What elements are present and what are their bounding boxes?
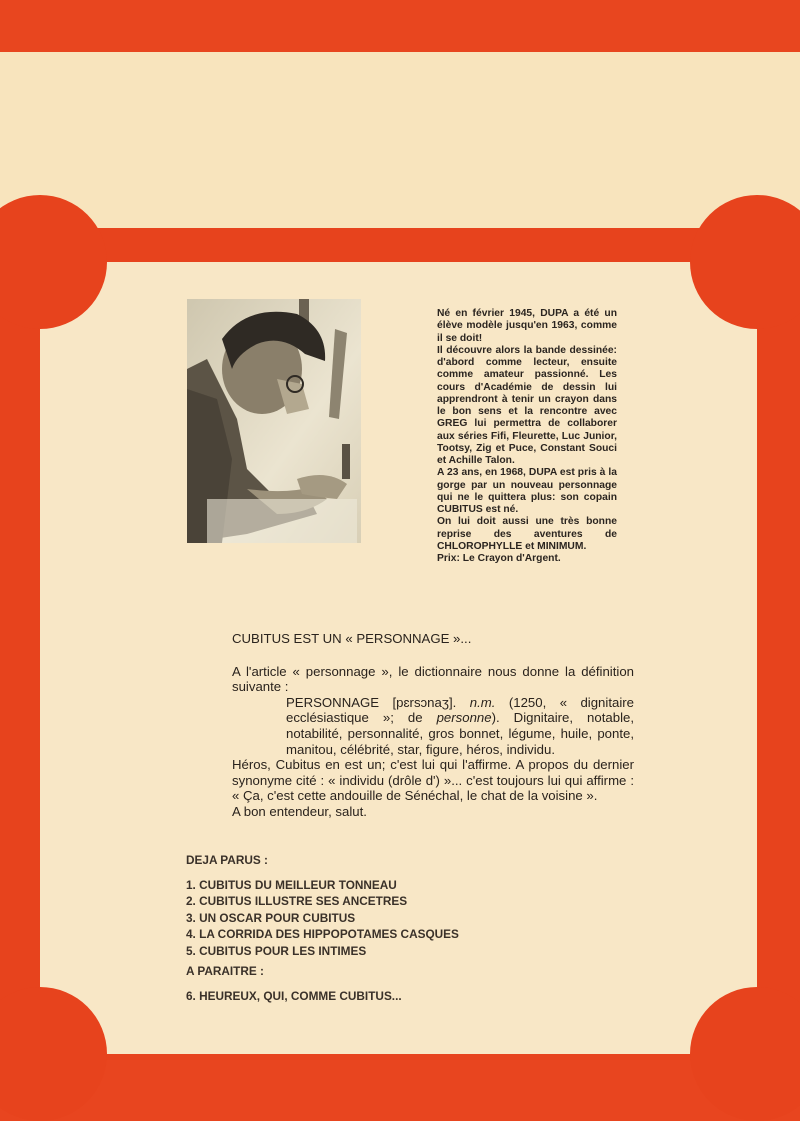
author-bio xyxy=(437,308,617,565)
definition-etymology-word: personne xyxy=(436,710,492,726)
bio-paragraph: On lui doit aussi une très bonne reprise des aventures de CHLOROPHYLLE et MINIMUM. xyxy=(437,516,617,552)
article xyxy=(232,631,634,820)
content-panel xyxy=(40,262,757,1054)
upcoming-list xyxy=(186,988,586,1005)
portrait-photo-icon xyxy=(187,299,361,543)
definition-synonyms: Dignitaire, notable, notabilité, personnalité, gros bonnet, légume, huile, ponte, manitou, célébrité, star, figure, héros, individu. xyxy=(286,710,634,757)
bio-paragraph: Né en février 1945, DUPA a été un élève modèle jusqu'en 1963, comme il se doit! xyxy=(437,308,617,344)
definition-etymology-close: ). xyxy=(491,710,500,726)
corner-circle-bottom-right xyxy=(690,987,800,1121)
bio-paragraph: A 23 ans, en 1968, DUPA est pris à la gorge par un nouveau personnage qui ne le quittera plus: son copain CUBITUS est né. xyxy=(437,467,617,515)
list-item: 5. CUBITUS POUR LES INTIMES xyxy=(186,943,367,958)
article-closing: A bon entendeur, salut. xyxy=(232,803,367,819)
definition-phonetic: [pɛrsɔnaʒ]. xyxy=(392,694,457,710)
definition-etymology: (1250, « dignitaire ecclésiastique »; de xyxy=(286,694,634,726)
published-label: DEJA PARUS : xyxy=(186,853,268,867)
bio-paragraph: Il découvre alors la bande dessinée: d'abord comme lecteur, ensuite comme amateur passionné. Les cours d'Académie de dessin lui apprendront à tenir un crayon dans le bon sens et la rencontre avec GREG lui permettra de collaborer aux séries Fifi, Fleurette, Luc Junior, Tootsy, Zig et Puce, Constant Souci et Achille Talon. xyxy=(437,344,617,466)
list-item: 4. LA CORRIDA DES HIPPOPOTAMES CASQUES xyxy=(186,927,459,941)
definition-pos: n.m. xyxy=(469,694,496,710)
upcoming-label: A PARAITRE : xyxy=(186,964,264,978)
article-intro: A l'article « personnage », le dictionnaire nous donne la définition suivante : xyxy=(232,663,634,695)
top-orange-band xyxy=(0,0,800,52)
list-item: 6. HEUREUX, QUI, COMME CUBITUS... xyxy=(186,988,402,1003)
article-body: Héros, Cubitus en est un; c'est lui qui l'affirme. A propos du dernier synonyme cité : « individu (drôle d') »... c'est toujours lui qui affirme : « Ça, c'est cette andouille de Sénéchal, le chat de la voisine ». xyxy=(232,757,634,804)
cream-band xyxy=(0,52,800,228)
bio-paragraph: Prix: Le Crayon d'Argent. xyxy=(437,553,561,564)
list-item: 3. UN OSCAR POUR CUBITUS xyxy=(186,910,356,925)
definition-term: PERSONNAGE xyxy=(286,694,380,710)
author-photo xyxy=(187,299,361,543)
corner-circle-bottom-left xyxy=(0,987,107,1121)
album-lists xyxy=(186,852,586,1004)
article-heading: CUBITUS EST UN « PERSONNAGE »... xyxy=(232,631,472,646)
list-item: 2. CUBITUS ILLUSTRE SES ANCETRES xyxy=(186,894,408,908)
list-item: 1. CUBITUS DU MEILLEUR TONNEAU xyxy=(186,877,397,892)
dictionary-definition xyxy=(286,695,634,757)
published-list xyxy=(186,877,586,960)
